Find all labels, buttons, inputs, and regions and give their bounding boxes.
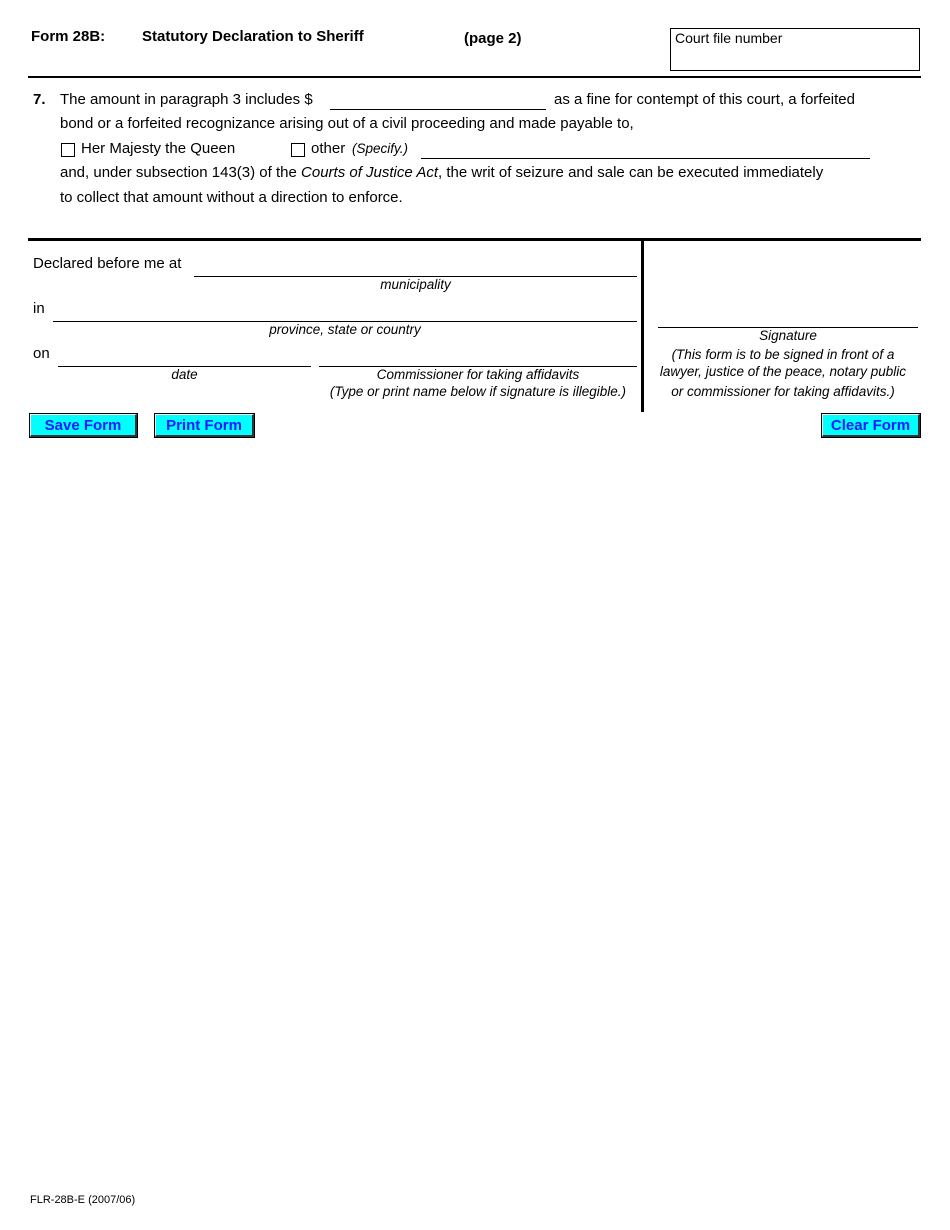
- declared-before-label: Declared before me at: [33, 255, 182, 272]
- signature-note-1: (This form is to be signed in front of a: [671, 347, 895, 362]
- specify-hint: (Specify.): [352, 141, 409, 156]
- municipality-caption: municipality: [380, 277, 451, 292]
- other-specify-input[interactable]: [421, 158, 870, 159]
- save-form-button[interactable]: Save Form: [30, 414, 137, 437]
- subsection-text: and, under subsection 143(3) of the Courts of Justice Act, the writ of seizure and sale can be executed immediately: [60, 164, 824, 181]
- print-form-button[interactable]: Print Form: [155, 414, 254, 437]
- amount-text: The amount in paragraph 3 includes $: [60, 91, 313, 108]
- act-name: Courts of Justice Act: [301, 164, 439, 181]
- bond-text: bond or a forfeited recognizance arising out of a civil proceeding and made payable to,: [60, 115, 634, 132]
- signature-note-2: lawyer, justice of the peace, notary public: [659, 364, 907, 379]
- declaration-divider: [28, 238, 921, 241]
- other-label: other: [311, 140, 346, 157]
- signature-note-3: or commissioner for taking affidavits.): [671, 384, 895, 399]
- her-majesty-checkbox[interactable]: [61, 143, 75, 157]
- commissioner-caption: Commissioner for taking affidavits: [376, 367, 580, 382]
- commissioner-note: (Type or print name below if signature is illegible.): [329, 384, 627, 399]
- form-code: FLR-28B-E (2007/06): [30, 1194, 136, 1206]
- amount-input[interactable]: [330, 109, 546, 110]
- header-divider: [28, 76, 921, 78]
- fine-text: as a fine for contempt of this court, a forfeited: [554, 91, 855, 108]
- in-label: in: [33, 300, 45, 317]
- page-indicator: (page 2): [464, 30, 522, 47]
- other-checkbox[interactable]: [291, 143, 305, 157]
- signature-caption: Signature: [759, 328, 817, 343]
- court-file-number-field[interactable]: [670, 28, 920, 71]
- province-caption: province, state or country: [269, 322, 421, 337]
- date-caption: date: [171, 367, 198, 382]
- on-label: on: [33, 345, 50, 362]
- collect-text: to collect that amount without a direction to enforce.: [60, 189, 403, 206]
- signature-column-divider: [641, 238, 644, 412]
- clear-form-button[interactable]: Clear Form: [822, 414, 920, 437]
- paragraph-number: 7.: [33, 91, 46, 108]
- court-file-number-label: Court file number: [675, 30, 783, 46]
- form-title: Statutory Declaration to Sheriff: [142, 28, 364, 45]
- form-number: Form 28B:: [31, 28, 106, 45]
- her-majesty-label: Her Majesty the Queen: [81, 140, 236, 157]
